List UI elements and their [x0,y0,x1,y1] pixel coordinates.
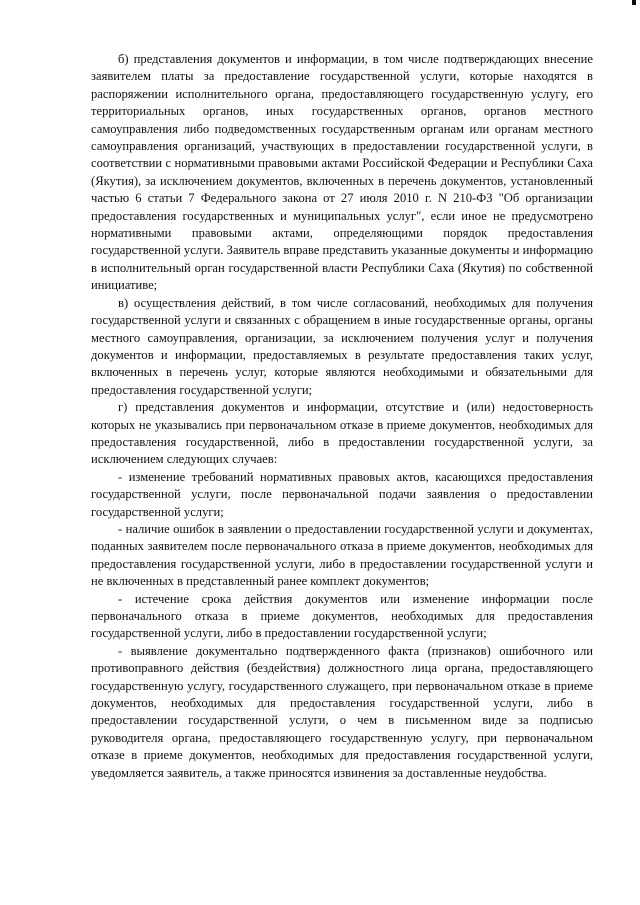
list-item-application-errors: - наличие ошибок в заявлении о предоставлении государственной услуги и документах, поданных заявителем после первоначального отказа в приеме документов, необходимых для предоставления государственной услуги, либо в предоставлении государственной услуги и не включенных в представленный ранее комплект документов; [91,521,593,589]
list-item-official-misconduct: - выявление документально подтвержденного факта (признаков) ошибочного или противоправного действия (бездействия) должностного лица органа, предоставляющего государственную услугу, государственного служащего, при первоначальном отказе в приеме документов, необходимых для предоставления государственной услуги, либо в предоставлении государственной услуги, о чем в письменном виде за подписью руководителя органа, предоставляющего государственную услугу, при первоначальном отказе в приеме документов, необходимых для предоставления государственной услуги, уведомляется заявитель, а также приносятся извинения за доставленные неудобства. [91,643,593,780]
paragraph-v: в) осуществления действий, в том числе согласований, необходимых для получения государственной услуги и связанных с обращением в иные государственные органы, органы местного самоуправления, организации, за исключением получения услуг и получения документов и информации, предоставляемых в результате предоставления таких услуг, включенных в перечень услуг, которые являются необходимыми и обязательными для предоставления государственной услуги; [91,295,593,397]
list-item-document-expiry: - истечение срока действия документов или изменение информации после первоначального отказа в приеме документов, необходимых для предоставления государственной услуги, либо в предоставлении государственной услуги; [91,591,593,641]
paragraph-g: г) представления документов и информации, отсутствие и (или) недостоверность которых не указывались при первоначальном отказе в приеме документов, необходимых для предоставления государственной, либо в предоставлении государственной услуги, за исключением следующих случаев: [91,400,593,467]
scan-corner-mark [632,0,636,5]
document-body [91,51,593,782]
paragraph-b: б) представления документов и информации, в том числе подтверждающих внесение заявителем платы за предоставление государственной услуги, которые находятся в распоряжении исполнительного органа, предоставляющего государственную услугу, его территориальных органов, иных государственных органов, органов местного самоуправления либо подведомственных государственным органам или органам местного самоуправления организаций, участвующих в предоставлении государственной услуги, в соответствии с нормативными правовыми актами Российской Федерации и Республики Саха (Якутия), за исключением документов, включенных в перечень документов, установленный частью 6 статьи 7 Федерального закона от 27 июля 2010 г. N 210-ФЗ "Об организации предоставления государственных и муниципальных услуг", если иное не предусмотрено нормативными правовыми актами, определяющими порядок предоставления государственной услуги. Заявитель вправе представить указанные документы и информацию в исполнительный орган государственной власти Республики Саха (Якутия) по собственной инициативе; [91,52,593,293]
list-item-regulation-change: - изменение требований нормативных правовых актов, касающихся предоставления государственной услуги, после первоначальной подачи заявления о предоставлении государственной услуги; [91,469,593,519]
